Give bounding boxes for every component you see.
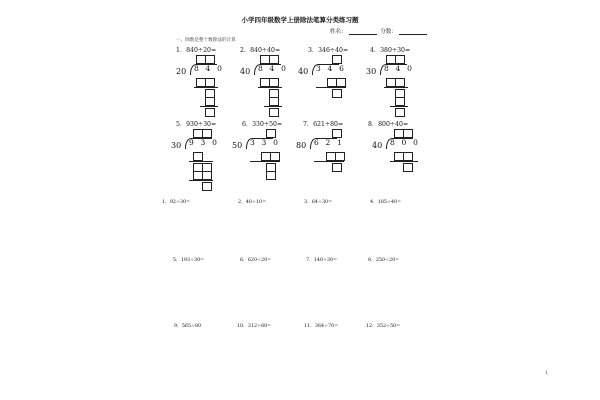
text-problem: 12．352÷50= bbox=[366, 324, 401, 329]
dividend: 6 2 1 bbox=[314, 138, 345, 147]
long-division-1 bbox=[176, 54, 246, 116]
subtraction-line bbox=[264, 106, 282, 107]
long-division-7 bbox=[296, 128, 366, 190]
dividend: 9 3 0 bbox=[189, 138, 220, 147]
problem-label: 8．800÷40= bbox=[368, 121, 409, 128]
subtraction-line bbox=[384, 87, 408, 88]
text-problem: 5．193÷30= bbox=[173, 258, 205, 263]
page-number: 1 bbox=[545, 371, 548, 376]
problem-label: 5．930÷30= bbox=[176, 121, 217, 128]
subtraction-line bbox=[250, 161, 280, 162]
subtraction-line bbox=[194, 87, 218, 88]
work-box[interactable] bbox=[270, 152, 280, 161]
text-problem: 8．250÷20= bbox=[368, 258, 400, 263]
work-box[interactable] bbox=[335, 152, 345, 161]
answer-box[interactable] bbox=[205, 55, 215, 64]
work-box[interactable] bbox=[193, 152, 203, 161]
work-box[interactable] bbox=[269, 108, 279, 117]
work-box[interactable] bbox=[266, 171, 276, 180]
answer-box[interactable] bbox=[332, 55, 342, 64]
dividend: 8 4 0 bbox=[258, 64, 289, 73]
work-box[interactable] bbox=[205, 97, 215, 106]
answer-box[interactable] bbox=[266, 129, 276, 138]
divisor: 20 bbox=[176, 67, 187, 76]
answer-box[interactable] bbox=[395, 55, 405, 64]
text-problem: 4．185÷40= bbox=[370, 200, 402, 205]
work-box[interactable] bbox=[336, 78, 346, 87]
work-box[interactable] bbox=[205, 78, 215, 87]
problem-label: 1．840÷20= bbox=[176, 47, 217, 54]
divisor: 30 bbox=[171, 141, 182, 150]
text-problem: 3．64÷30= bbox=[304, 200, 333, 205]
problem-label: 7．621÷80= bbox=[303, 121, 344, 128]
work-box[interactable] bbox=[269, 78, 279, 87]
subtraction-line bbox=[189, 180, 213, 181]
work-box[interactable] bbox=[269, 97, 279, 106]
subtraction-line bbox=[390, 106, 408, 107]
answer-box[interactable] bbox=[332, 129, 342, 138]
text-problem: 1．92÷30= bbox=[162, 200, 191, 205]
long-division-4 bbox=[366, 54, 436, 116]
work-box[interactable] bbox=[332, 163, 342, 172]
divisor: 40 bbox=[298, 67, 309, 76]
subtraction-line bbox=[258, 87, 282, 88]
work-box[interactable] bbox=[395, 108, 405, 117]
long-division-3 bbox=[298, 54, 368, 116]
text-problem: 9．565÷80 bbox=[174, 324, 202, 329]
divisor: 80 bbox=[296, 141, 307, 150]
work-box[interactable] bbox=[205, 108, 215, 117]
score-label: 分数： bbox=[380, 29, 397, 35]
divisor: 30 bbox=[366, 67, 377, 76]
name-blank[interactable] bbox=[349, 28, 377, 35]
work-box[interactable] bbox=[395, 78, 405, 87]
dividend: 8 4 0 bbox=[384, 64, 415, 73]
work-box[interactable] bbox=[202, 182, 212, 191]
problem-label: 6．330÷50= bbox=[242, 121, 283, 128]
text-problem: 6．620÷20= bbox=[240, 258, 272, 263]
subtraction-line bbox=[200, 106, 218, 107]
work-box[interactable] bbox=[403, 152, 413, 161]
work-box[interactable] bbox=[395, 97, 405, 106]
text-problem: 2．40÷10= bbox=[238, 200, 267, 205]
text-problem: 11．364÷70= bbox=[304, 324, 339, 329]
name-label: 姓名： bbox=[330, 29, 347, 35]
section-instruction: 一、除数是整十数除法的计算 bbox=[176, 38, 236, 43]
dividend: 8 4 0 bbox=[194, 64, 225, 73]
text-problem: 7．140÷30= bbox=[306, 258, 338, 263]
divisor: 40 bbox=[240, 67, 251, 76]
work-box[interactable] bbox=[403, 163, 413, 172]
score-blank[interactable] bbox=[399, 28, 427, 35]
answer-box[interactable] bbox=[269, 55, 279, 64]
name-score-line bbox=[330, 27, 429, 35]
worksheet-title: 小学四年级数学上册除法笔算分类练习题 bbox=[241, 16, 359, 24]
answer-box[interactable] bbox=[202, 129, 212, 138]
long-division-5 bbox=[171, 128, 241, 190]
subtraction-line bbox=[189, 161, 213, 162]
problem-label: 4．380÷30= bbox=[370, 47, 411, 54]
text-problem: 10．312÷60= bbox=[237, 324, 272, 329]
answer-box[interactable] bbox=[403, 129, 413, 138]
dividend: 3 4 6 bbox=[316, 64, 347, 73]
divisor: 50 bbox=[232, 141, 243, 150]
long-division-8 bbox=[372, 128, 442, 190]
subtraction-line bbox=[390, 161, 418, 162]
long-division-6 bbox=[232, 128, 302, 190]
subtraction-line bbox=[316, 87, 346, 88]
dividend: 3 3 0 bbox=[250, 138, 281, 147]
work-box[interactable] bbox=[202, 171, 212, 180]
work-box[interactable] bbox=[332, 89, 342, 98]
divisor: 40 bbox=[372, 141, 383, 150]
problem-label: 3．346÷40= bbox=[308, 47, 349, 54]
subtraction-line bbox=[314, 161, 344, 162]
problem-label: 2．840÷40= bbox=[240, 47, 281, 54]
dividend: 8 0 0 bbox=[390, 138, 421, 147]
